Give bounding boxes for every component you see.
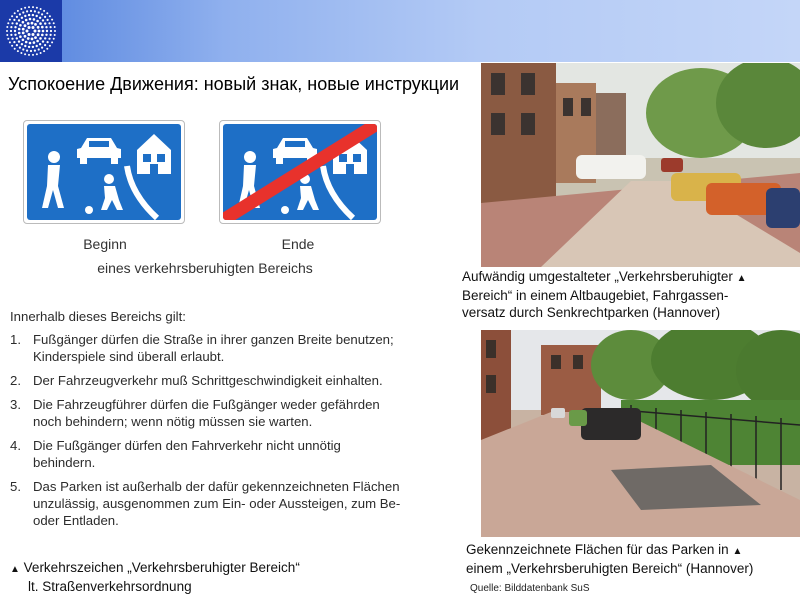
logo-dot <box>10 30 12 32</box>
logo-dot <box>28 46 30 48</box>
logo-dot <box>22 48 24 50</box>
logo-dot <box>17 50 19 52</box>
logo-dot <box>25 19 28 22</box>
logo-dot <box>32 46 34 48</box>
logo-dot <box>24 24 27 27</box>
logo-dot <box>44 44 46 46</box>
logo-dot <box>22 32 25 35</box>
logo-dot <box>49 45 51 47</box>
logo-dot <box>22 28 25 31</box>
logo-dot <box>18 19 20 21</box>
logo-dot <box>39 22 42 25</box>
logo-dot <box>26 10 28 12</box>
logo-dot <box>31 38 34 41</box>
logo-dot <box>53 38 55 40</box>
logo-dot <box>47 41 49 43</box>
logo-dot <box>6 34 8 36</box>
logo-dot <box>42 19 44 21</box>
logo-dot <box>33 41 36 44</box>
photo-altbaugebiet <box>481 63 800 267</box>
logo-dot <box>41 34 44 37</box>
logo-dot <box>16 16 18 18</box>
rule-item <box>10 437 405 471</box>
logo-dot <box>41 26 44 29</box>
logo-dot <box>6 30 8 32</box>
logo-dot <box>19 47 21 49</box>
logo-dot <box>14 26 16 28</box>
logo-dot <box>20 8 22 10</box>
triangle-up-icon: ▲ <box>736 273 747 284</box>
sign-begin-label: Beginn <box>83 236 127 252</box>
logo-dot <box>41 13 43 15</box>
logo-dot <box>50 26 52 28</box>
logo-dot <box>21 17 23 19</box>
logo-dot <box>37 33 40 36</box>
logo-dot <box>32 14 34 16</box>
triangle-up-icon: ▲ <box>10 564 20 575</box>
logo-dot <box>36 20 39 23</box>
logo-dot <box>33 18 36 21</box>
logo-dot <box>34 10 36 12</box>
logo-dot <box>28 14 30 16</box>
rule-number: 3. <box>10 397 21 412</box>
logo-dot <box>20 52 22 54</box>
logo-dot <box>32 54 34 56</box>
logo-dot <box>36 45 38 47</box>
photo1-caption-line3: versatz durch Senkrechtparken (Hannover) <box>462 305 721 320</box>
logo-dot <box>27 37 30 40</box>
rule-item <box>10 331 405 365</box>
logo-dot <box>32 26 35 29</box>
logo-dot <box>24 7 26 9</box>
logo-dot <box>50 30 52 32</box>
logo-dot <box>24 45 26 47</box>
logo-dot <box>18 40 20 42</box>
logo-dot <box>36 7 38 9</box>
logo-dot <box>19 35 22 38</box>
rule-item <box>10 478 405 529</box>
logo-dot <box>24 15 26 17</box>
logo-dot <box>21 43 23 45</box>
logo-dot <box>7 22 9 24</box>
logo-dot <box>45 26 47 28</box>
traffic-calmed-area-end-icon <box>223 124 377 220</box>
rules-list <box>10 308 405 536</box>
logo-dot <box>29 42 32 45</box>
rule-text: Die Fahrzeugführer dürfen die Fußgänger weder gefährden noch behindern; wenn nötig müssen sie warten. <box>33 397 380 429</box>
logo-dot <box>22 21 25 24</box>
logo-dot <box>22 11 24 13</box>
logo-dot <box>19 13 21 15</box>
logo-dot <box>31 22 34 25</box>
rule-text: Der Fahrzeugverkehr muß Schrittgeschwindigkeit einhalten. <box>33 373 383 388</box>
logo-dot <box>32 33 35 36</box>
logo-dot <box>36 53 38 55</box>
logo-dot <box>28 54 30 56</box>
logo-dot <box>13 41 15 43</box>
logo-dot <box>48 38 50 40</box>
logo-dot <box>49 15 51 17</box>
rule-number: 1. <box>10 332 21 347</box>
rule-item <box>10 372 405 389</box>
logo-dot <box>28 33 31 36</box>
signs-subtitle: eines verkehrsberuhigten Bereichs <box>97 260 313 276</box>
photo2-caption-line1: Gekennzeichnete Flächen für das Parken in <box>466 542 729 557</box>
logo-dot <box>38 11 40 13</box>
logo-dot <box>39 37 42 40</box>
logo-dots-icon <box>0 0 62 62</box>
logo-dot <box>11 15 13 17</box>
logo-dot <box>9 19 11 21</box>
logo-dot <box>44 16 46 18</box>
logo-dot <box>38 30 41 33</box>
logo-dot <box>34 36 37 39</box>
logo-dot <box>16 22 18 24</box>
logo-dot <box>45 34 47 36</box>
parking-photo-image <box>481 330 800 537</box>
logo-dot <box>30 10 32 12</box>
logo-dot <box>50 34 52 36</box>
logo-dot <box>36 40 39 43</box>
triangle-up-icon: ▲ <box>732 546 743 557</box>
logo-dot <box>34 23 37 26</box>
photo-parking-areas <box>481 330 800 537</box>
logo-dot <box>51 41 53 43</box>
logo-dot <box>25 41 28 44</box>
logo-dot <box>27 22 30 25</box>
sign-caption <box>10 559 300 595</box>
sign-begin <box>23 120 185 224</box>
logo-dot <box>42 40 44 42</box>
logo-dot <box>42 30 45 33</box>
rule-number: 5. <box>10 479 21 494</box>
logo-dot <box>26 30 29 33</box>
logo-dot <box>48 22 50 24</box>
logo-dot <box>44 22 46 24</box>
rule-text: Die Fußgänger dürfen den Fahrverkehr nicht unnötig behindern. <box>33 438 341 470</box>
logo-dot <box>11 45 13 47</box>
logo-dot <box>28 26 31 29</box>
logo-dot <box>34 50 36 52</box>
logo-dot <box>18 32 21 35</box>
sign-caption-line1: Verkehrszeichen „Verkehrsberuhigter Bereich“ <box>23 560 300 575</box>
rule-text: Fußgänger dürfen die Straße in ihrer ganzen Breite benutzen; Kinderspiele sind überall erlaubt. <box>33 332 394 364</box>
logo-dot <box>30 50 32 52</box>
slide-title: Успокоение Движения: новый знак, новые инструкции <box>0 70 530 100</box>
logo-dot <box>18 28 21 31</box>
logo-dot <box>26 50 28 52</box>
logo-dot <box>46 12 48 14</box>
logo-dot <box>14 30 16 32</box>
rule-text: Das Parken ist außerhalb der dafür gekennzeichneten Flächen unzulässig, ausgenommen zum Ein- oder Aussteigen, zum Be- oder Entladen. <box>33 479 401 528</box>
logo-dot <box>47 19 49 21</box>
logo-dot <box>41 47 43 49</box>
header-band <box>0 0 800 62</box>
rule-number: 2. <box>10 373 21 388</box>
logo-dot <box>14 34 16 36</box>
photo1-caption-line2: Bereich“ in einem Altbaugebiet, Fahrgassen- <box>462 288 729 303</box>
logo-dot <box>29 18 32 21</box>
logo-dot <box>32 6 34 8</box>
logo-dot <box>7 38 9 40</box>
sign-end <box>219 120 381 224</box>
logo-dot <box>11 38 13 40</box>
logo-dot <box>17 10 19 12</box>
logo-dot <box>53 22 55 24</box>
photo2-caption <box>466 541 753 577</box>
logo-dot <box>43 50 45 52</box>
logo-dot <box>54 30 56 32</box>
logo-dot <box>13 19 15 21</box>
logo-dot <box>22 39 25 42</box>
logo-dot <box>24 53 26 55</box>
logo-dot <box>43 10 45 12</box>
photo1-caption-line1: Aufwändig umgestalteter „Verkehrsberuhigter <box>462 269 733 284</box>
logo-dot <box>39 17 41 19</box>
logo-dot <box>54 26 56 28</box>
rule-item <box>10 396 405 430</box>
logo-dot <box>6 26 8 28</box>
logo-dot <box>10 34 12 36</box>
logo-dot <box>46 48 48 50</box>
logo-dot <box>28 6 30 8</box>
logo-dot <box>16 44 18 46</box>
logo-dot <box>14 12 16 14</box>
logo-dot <box>51 19 53 21</box>
logo-dot <box>37 26 40 29</box>
source-credit: Quelle: Bilddatenbank SuS <box>470 583 590 594</box>
traffic-calmed-area-icon <box>27 124 181 220</box>
logo-dot <box>40 52 42 54</box>
logo-dot <box>19 24 22 27</box>
logo-dot <box>24 35 27 38</box>
photo1-caption <box>462 268 747 321</box>
sign-caption-line2: lt. Straßenverkehrsordnung <box>28 579 192 594</box>
photo2-caption-line2: einem „Verkehrsberuhigten Bereich“ (Hannover) <box>466 561 754 576</box>
logo-dot <box>34 30 37 33</box>
logo-dot <box>10 26 12 28</box>
logo-dot <box>11 22 13 24</box>
logo-dot <box>9 41 11 43</box>
logo-dot <box>38 48 40 50</box>
logo-dot <box>36 15 38 17</box>
logo-dot <box>39 43 41 45</box>
logo-dot <box>16 37 18 39</box>
logo-dot <box>40 8 42 10</box>
street-photo-image <box>481 63 800 267</box>
logo-dot <box>44 37 46 39</box>
sign-end-label: Ende <box>281 236 315 252</box>
logo-dot <box>54 34 56 36</box>
logo-dot <box>46 30 48 32</box>
logo-dot <box>14 48 16 50</box>
logo <box>0 0 62 62</box>
rule-number: 4. <box>10 438 21 453</box>
rules-intro: Innerhalb dieses Bereichs gilt: <box>10 309 186 324</box>
